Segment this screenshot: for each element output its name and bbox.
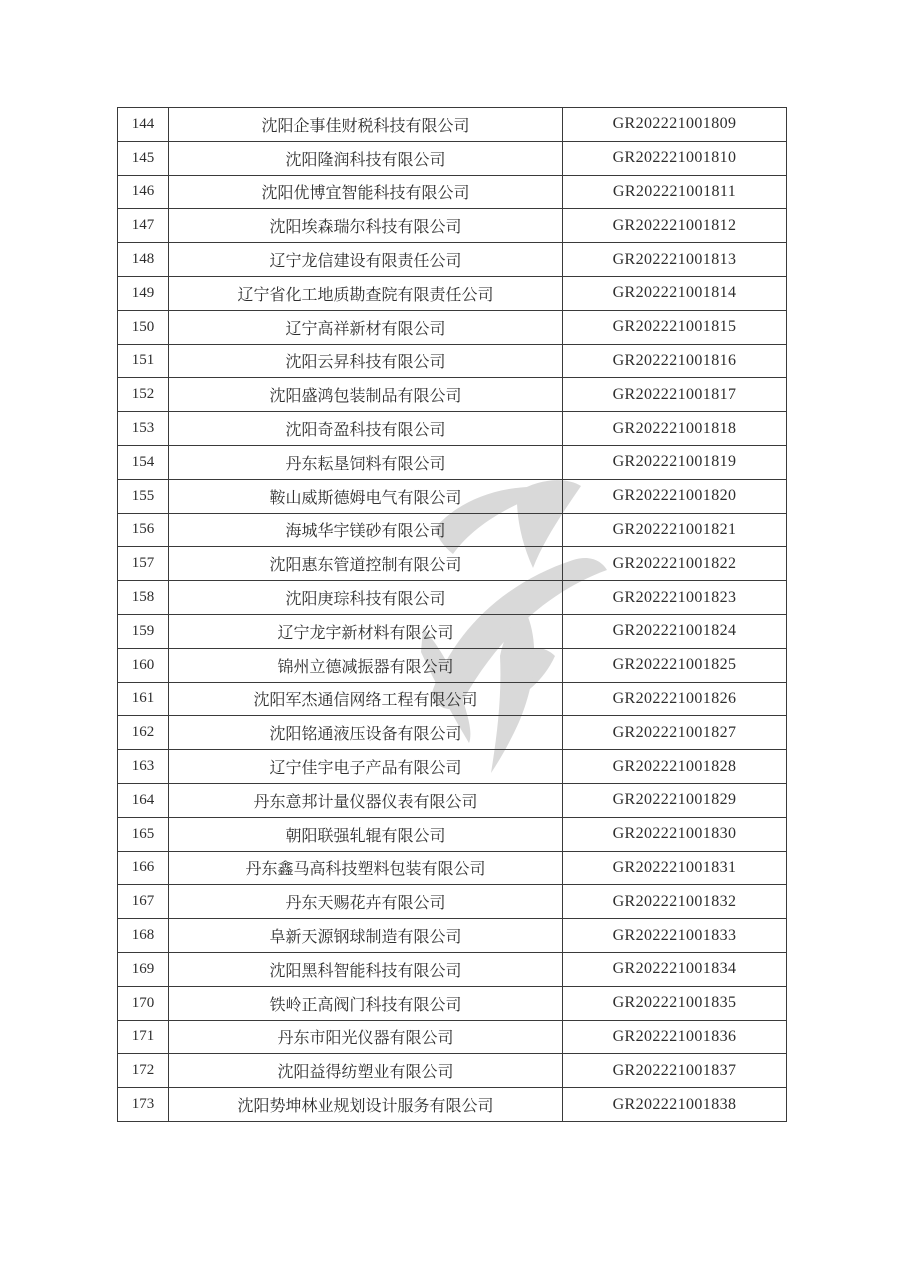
gr-code-cell: GR202221001823 bbox=[563, 581, 787, 615]
row-number-cell: 144 bbox=[118, 108, 169, 142]
gr-code-cell: GR202221001826 bbox=[563, 682, 787, 716]
table-row bbox=[118, 952, 787, 986]
company-name-cell: 沈阳盛鸿包装制品有限公司 bbox=[169, 378, 563, 412]
row-number-cell: 169 bbox=[118, 952, 169, 986]
company-name-cell: 沈阳奇盈科技有限公司 bbox=[169, 412, 563, 446]
company-name-cell: 沈阳黑科智能科技有限公司 bbox=[169, 952, 563, 986]
row-number-cell: 167 bbox=[118, 885, 169, 919]
gr-code-cell: GR202221001834 bbox=[563, 952, 787, 986]
gr-code-cell: GR202221001833 bbox=[563, 919, 787, 953]
row-number-cell: 159 bbox=[118, 614, 169, 648]
company-name-cell: 鞍山威斯德姆电气有限公司 bbox=[169, 479, 563, 513]
table-row bbox=[118, 1088, 787, 1122]
gr-code-cell: GR202221001828 bbox=[563, 750, 787, 784]
table-row bbox=[118, 919, 787, 953]
table-row bbox=[118, 986, 787, 1020]
table-row bbox=[118, 648, 787, 682]
company-name-cell: 辽宁高祥新材有限公司 bbox=[169, 310, 563, 344]
company-name-cell: 辽宁省化工地质勘查院有限责任公司 bbox=[169, 276, 563, 310]
table-row bbox=[118, 513, 787, 547]
table-row bbox=[118, 716, 787, 750]
gr-code-cell: GR202221001827 bbox=[563, 716, 787, 750]
gr-code-cell: GR202221001822 bbox=[563, 547, 787, 581]
row-number-cell: 162 bbox=[118, 716, 169, 750]
gr-code-cell: GR202221001816 bbox=[563, 344, 787, 378]
gr-code-cell: GR202221001832 bbox=[563, 885, 787, 919]
company-name-cell: 朝阳联强轧辊有限公司 bbox=[169, 817, 563, 851]
table-row bbox=[118, 885, 787, 919]
company-name-cell: 辽宁佳宇电子产品有限公司 bbox=[169, 750, 563, 784]
table-row bbox=[118, 344, 787, 378]
table-body bbox=[118, 108, 787, 1122]
company-name-cell: 丹东意邦计量仪器仪表有限公司 bbox=[169, 783, 563, 817]
company-name-cell: 海城华宇镁砂有限公司 bbox=[169, 513, 563, 547]
row-number-cell: 147 bbox=[118, 209, 169, 243]
table-row bbox=[118, 817, 787, 851]
company-name-cell: 沈阳企事佳财税科技有限公司 bbox=[169, 108, 563, 142]
row-number-cell: 173 bbox=[118, 1088, 169, 1122]
row-number-cell: 156 bbox=[118, 513, 169, 547]
gr-code-cell: GR202221001820 bbox=[563, 479, 787, 513]
company-name-cell: 沈阳益得纺塑业有限公司 bbox=[169, 1054, 563, 1088]
company-name-cell: 沈阳埃森瑞尔科技有限公司 bbox=[169, 209, 563, 243]
table-row bbox=[118, 1020, 787, 1054]
gr-code-cell: GR202221001835 bbox=[563, 986, 787, 1020]
table-row bbox=[118, 412, 787, 446]
row-number-cell: 152 bbox=[118, 378, 169, 412]
row-number-cell: 157 bbox=[118, 547, 169, 581]
row-number-cell: 154 bbox=[118, 445, 169, 479]
row-number-cell: 145 bbox=[118, 141, 169, 175]
row-number-cell: 164 bbox=[118, 783, 169, 817]
table-row bbox=[118, 479, 787, 513]
table-row bbox=[118, 108, 787, 142]
company-name-cell: 阜新天源钢球制造有限公司 bbox=[169, 919, 563, 953]
company-name-cell: 沈阳隆润科技有限公司 bbox=[169, 141, 563, 175]
table-row bbox=[118, 243, 787, 277]
company-name-cell: 沈阳优博宜智能科技有限公司 bbox=[169, 175, 563, 209]
table-row bbox=[118, 614, 787, 648]
row-number-cell: 172 bbox=[118, 1054, 169, 1088]
row-number-cell: 160 bbox=[118, 648, 169, 682]
table-row bbox=[118, 310, 787, 344]
company-name-cell: 丹东市阳光仪器有限公司 bbox=[169, 1020, 563, 1054]
row-number-cell: 166 bbox=[118, 851, 169, 885]
table-row bbox=[118, 378, 787, 412]
row-number-cell: 158 bbox=[118, 581, 169, 615]
row-number-cell: 170 bbox=[118, 986, 169, 1020]
table-row bbox=[118, 783, 787, 817]
row-number-cell: 168 bbox=[118, 919, 169, 953]
table-row bbox=[118, 1054, 787, 1088]
gr-code-cell: GR202221001813 bbox=[563, 243, 787, 277]
company-name-cell: 辽宁龙信建设有限责任公司 bbox=[169, 243, 563, 277]
table-row bbox=[118, 141, 787, 175]
gr-code-cell: GR202221001811 bbox=[563, 175, 787, 209]
company-name-cell: 沈阳铭通液压设备有限公司 bbox=[169, 716, 563, 750]
table-row bbox=[118, 581, 787, 615]
row-number-cell: 165 bbox=[118, 817, 169, 851]
gr-code-cell: GR202221001810 bbox=[563, 141, 787, 175]
company-name-cell: 沈阳军杰通信网络工程有限公司 bbox=[169, 682, 563, 716]
company-name-cell: 丹东耘垦饲料有限公司 bbox=[169, 445, 563, 479]
gr-code-cell: GR202221001809 bbox=[563, 108, 787, 142]
row-number-cell: 155 bbox=[118, 479, 169, 513]
gr-code-cell: GR202221001831 bbox=[563, 851, 787, 885]
row-number-cell: 151 bbox=[118, 344, 169, 378]
row-number-cell: 161 bbox=[118, 682, 169, 716]
gr-code-cell: GR202221001824 bbox=[563, 614, 787, 648]
row-number-cell: 146 bbox=[118, 175, 169, 209]
table-row bbox=[118, 175, 787, 209]
row-number-cell: 171 bbox=[118, 1020, 169, 1054]
gr-code-cell: GR202221001838 bbox=[563, 1088, 787, 1122]
gr-code-cell: GR202221001837 bbox=[563, 1054, 787, 1088]
gr-code-cell: GR202221001814 bbox=[563, 276, 787, 310]
gr-code-cell: GR202221001817 bbox=[563, 378, 787, 412]
gr-code-cell: GR202221001829 bbox=[563, 783, 787, 817]
company-name-cell: 沈阳势坤林业规划设计服务有限公司 bbox=[169, 1088, 563, 1122]
gr-code-cell: GR202221001812 bbox=[563, 209, 787, 243]
company-name-cell: 沈阳庚琮科技有限公司 bbox=[169, 581, 563, 615]
table-row bbox=[118, 209, 787, 243]
row-number-cell: 149 bbox=[118, 276, 169, 310]
company-name-cell: 铁岭正高阀门科技有限公司 bbox=[169, 986, 563, 1020]
table-row bbox=[118, 276, 787, 310]
gr-code-cell: GR202221001825 bbox=[563, 648, 787, 682]
row-number-cell: 150 bbox=[118, 310, 169, 344]
company-name-cell: 沈阳惠东管道控制有限公司 bbox=[169, 547, 563, 581]
certification-table bbox=[117, 107, 787, 1122]
company-name-cell: 丹东天赐花卉有限公司 bbox=[169, 885, 563, 919]
table-row bbox=[118, 445, 787, 479]
table-row bbox=[118, 750, 787, 784]
row-number-cell: 153 bbox=[118, 412, 169, 446]
company-name-cell: 锦州立德减振器有限公司 bbox=[169, 648, 563, 682]
table-row bbox=[118, 547, 787, 581]
row-number-cell: 163 bbox=[118, 750, 169, 784]
company-name-cell: 辽宁龙宇新材料有限公司 bbox=[169, 614, 563, 648]
gr-code-cell: GR202221001819 bbox=[563, 445, 787, 479]
gr-code-cell: GR202221001821 bbox=[563, 513, 787, 547]
table-row bbox=[118, 851, 787, 885]
gr-code-cell: GR202221001815 bbox=[563, 310, 787, 344]
gr-code-cell: GR202221001830 bbox=[563, 817, 787, 851]
gr-code-cell: GR202221001836 bbox=[563, 1020, 787, 1054]
company-name-cell: 丹东鑫马高科技塑料包装有限公司 bbox=[169, 851, 563, 885]
table-row bbox=[118, 682, 787, 716]
company-name-cell: 沈阳云昇科技有限公司 bbox=[169, 344, 563, 378]
gr-code-cell: GR202221001818 bbox=[563, 412, 787, 446]
row-number-cell: 148 bbox=[118, 243, 169, 277]
